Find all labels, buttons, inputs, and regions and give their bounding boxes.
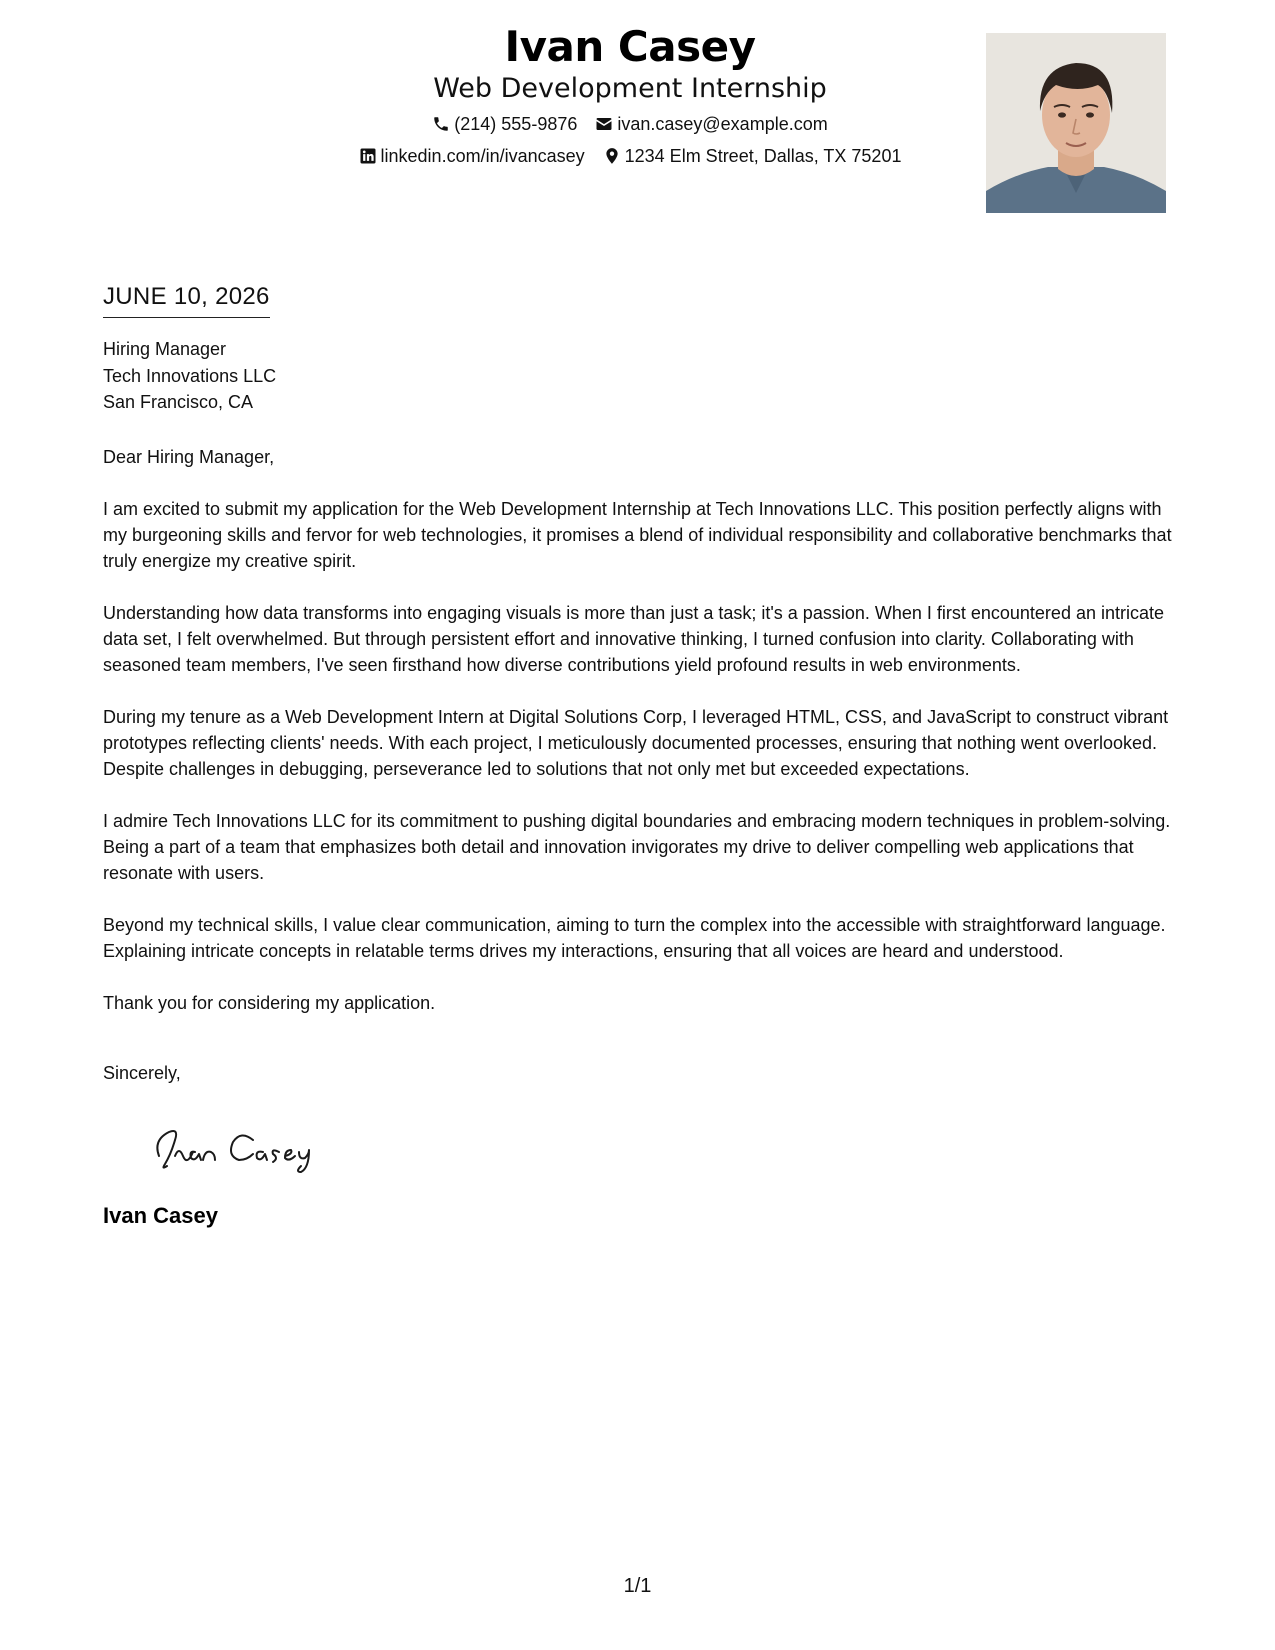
recipient-block	[103, 336, 1178, 416]
map-pin-icon	[603, 147, 621, 165]
handwritten-signature	[145, 1116, 385, 1176]
body-paragraph: I admire Tech Innovations LLC for its commitment to pushing digital boundaries and embracing modern techniques in problem-solving. Being a part of a team that emphasizes both detail and innovation invigorates my drive to deliver compelling web applications that resonate with users.	[103, 810, 1171, 883]
closing-phrase: Sincerely,	[103, 1062, 181, 1083]
letter-body	[103, 280, 1178, 1230]
page-number: 1/1	[623, 1575, 652, 1597]
phone-icon	[432, 115, 450, 133]
phone-contact	[432, 112, 577, 136]
applied-position: Web Development Internship	[433, 73, 827, 104]
recipient-company: Tech Innovations LLC	[103, 365, 277, 386]
street-address: 1234 Elm Street, Dallas, TX 75201	[624, 146, 902, 166]
linkedin-contact[interactable]	[359, 144, 585, 168]
body-paragraph: Understanding how data transforms into engaging visuals is more than just a task; it's a passion. When I first encountered an intricate data set, I felt overwhelmed. But through persistent effort and innovative thinking, I turned confusion into clarity. Collaborating with seasoned team members, I've seen firsthand how diverse contributions yield profound results in web environments.	[103, 602, 1164, 675]
linkedin-icon	[359, 147, 377, 165]
address-contact	[603, 144, 902, 168]
letter-date: JUNE 10, 2026	[103, 280, 270, 318]
email-contact[interactable]	[595, 112, 827, 136]
applicant-name: Ivan Casey	[504, 22, 756, 71]
body-paragraph: Beyond my technical skills, I value clear communication, aiming to turn the complex into the accessible with straightforward language. Explaining intricate concepts in relatable terms drives my interactions, ensuring that all voices are heard and understood.	[103, 914, 1166, 961]
recipient-location: San Francisco, CA	[103, 392, 254, 412]
closing-thanks: Thank you for considering my application.	[103, 992, 436, 1013]
salutation: Dear Hiring Manager,	[103, 446, 275, 467]
email-address[interactable]: ivan.casey@example.com	[617, 114, 828, 134]
body-paragraph: I am excited to submit my application for the Web Development Internship at Tech Innovations LLC. This position perfectly aligns with my burgeoning skills and fervor for web technologies, it promises a blend of individual responsibility and collaborative benchmarks that truly energize my creative spirit.	[103, 498, 1172, 571]
signer-name: Ivan Casey	[103, 1202, 218, 1228]
recipient-title: Hiring Manager	[103, 339, 227, 359]
profile-photo	[986, 33, 1166, 213]
phone-number: (214) 555-9876	[454, 114, 578, 134]
envelope-icon	[595, 115, 613, 133]
linkedin-url[interactable]: linkedin.com/in/ivancasey	[380, 146, 585, 166]
body-paragraph: During my tenure as a Web Development Intern at Digital Solutions Corp, I leveraged HTML, CSS, and JavaScript to construct vibrant prototypes reflecting clients' needs. With each project, I meticulously documented processes, ensuring that nothing went overlooked. Despite challenges in debugging, perseverance led to solutions that not only met but exceeded expectations.	[103, 706, 1169, 779]
